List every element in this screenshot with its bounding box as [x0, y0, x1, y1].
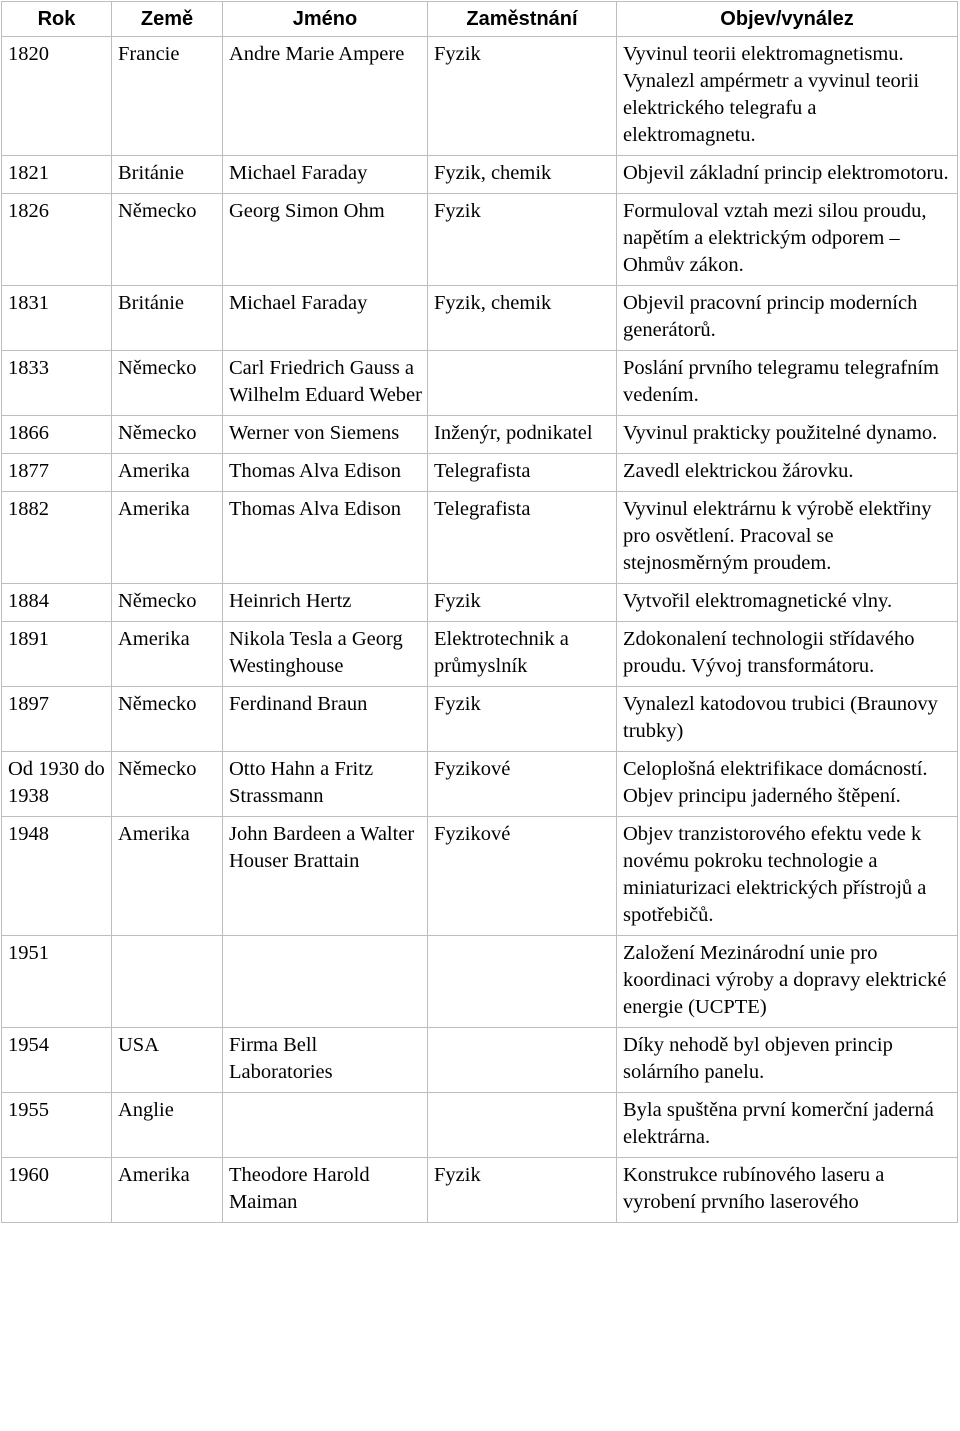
table-row	[2, 351, 958, 416]
cell-year: 1831	[2, 286, 112, 351]
cell-country: Anglie	[112, 1093, 223, 1158]
cell-year: 1826	[2, 194, 112, 286]
cell-country: Německo	[112, 687, 223, 752]
table-row	[2, 194, 958, 286]
cell-name: Nikola Tesla a Georg Westinghouse	[223, 622, 428, 687]
cell-name: Firma Bell Laboratories	[223, 1028, 428, 1093]
cell-year: 1960	[2, 1158, 112, 1223]
cell-discovery: Vyvinul prakticky použitelné dynamo.	[617, 416, 958, 454]
cell-year: 1891	[2, 622, 112, 687]
cell-year: 1866	[2, 416, 112, 454]
table-row	[2, 1158, 958, 1223]
cell-occupation: Telegrafista	[428, 454, 617, 492]
cell-year: 1821	[2, 156, 112, 194]
cell-discovery: Formuloval vztah mezi silou proudu, napětím a elektrickým odporem – Ohmův zákon.	[617, 194, 958, 286]
cell-year: 1951	[2, 936, 112, 1028]
cell-occupation: Fyzik	[428, 1158, 617, 1223]
cell-year: 1882	[2, 492, 112, 584]
table-row	[2, 1028, 958, 1093]
table-row	[2, 817, 958, 936]
cell-occupation: Fyzik	[428, 194, 617, 286]
cell-occupation	[428, 1028, 617, 1093]
cell-year: 1948	[2, 817, 112, 936]
cell-country: Německo	[112, 194, 223, 286]
cell-year: 1955	[2, 1093, 112, 1158]
cell-country: Německo	[112, 752, 223, 817]
cell-country: Británie	[112, 156, 223, 194]
table-row	[2, 1093, 958, 1158]
cell-country: Německo	[112, 584, 223, 622]
header-discovery: Objev/vynález	[617, 2, 958, 37]
cell-occupation: Fyzikové	[428, 817, 617, 936]
cell-name: Thomas Alva Edison	[223, 492, 428, 584]
cell-name: Michael Faraday	[223, 286, 428, 351]
table-row	[2, 936, 958, 1028]
table-row	[2, 416, 958, 454]
table-row	[2, 156, 958, 194]
cell-occupation: Fyzikové	[428, 752, 617, 817]
cell-discovery: Poslání prvního telegramu telegrafním vedením.	[617, 351, 958, 416]
cell-name: Heinrich Hertz	[223, 584, 428, 622]
table-row	[2, 37, 958, 156]
table-row	[2, 687, 958, 752]
table-row	[2, 752, 958, 817]
cell-occupation: Fyzik	[428, 687, 617, 752]
cell-name: Georg Simon Ohm	[223, 194, 428, 286]
cell-occupation	[428, 1093, 617, 1158]
cell-discovery: Objevil pracovní princip moderních generátorů.	[617, 286, 958, 351]
cell-discovery: Objevil základní princip elektromotoru.	[617, 156, 958, 194]
cell-discovery: Vytvořil elektromagnetické vlny.	[617, 584, 958, 622]
cell-discovery: Celoplošná elektrifikace domácností. Objev principu jaderného štěpení.	[617, 752, 958, 817]
cell-year: 1833	[2, 351, 112, 416]
table-row	[2, 492, 958, 584]
table-row	[2, 286, 958, 351]
cell-name: Werner von Siemens	[223, 416, 428, 454]
table-header	[2, 2, 958, 37]
header-name: Jméno	[223, 2, 428, 37]
cell-name: Ferdinand Braun	[223, 687, 428, 752]
table-body	[2, 37, 958, 1223]
cell-name: Otto Hahn a Fritz Strassmann	[223, 752, 428, 817]
cell-name	[223, 1093, 428, 1158]
cell-occupation	[428, 351, 617, 416]
cell-country: Británie	[112, 286, 223, 351]
cell-occupation	[428, 936, 617, 1028]
cell-year: 1820	[2, 37, 112, 156]
cell-discovery: Zavedl elektrickou žárovku.	[617, 454, 958, 492]
cell-country: Amerika	[112, 817, 223, 936]
cell-country: Německo	[112, 351, 223, 416]
cell-occupation: Fyzik, chemik	[428, 156, 617, 194]
cell-discovery: Díky nehodě byl objeven princip solárního panelu.	[617, 1028, 958, 1093]
cell-year: Od 1930 do 1938	[2, 752, 112, 817]
cell-year: 1884	[2, 584, 112, 622]
cell-occupation: Fyzik	[428, 584, 617, 622]
cell-occupation: Telegrafista	[428, 492, 617, 584]
cell-discovery: Vynalezl katodovou trubici (Braunovy trubky)	[617, 687, 958, 752]
cell-country: Francie	[112, 37, 223, 156]
cell-occupation: Fyzik, chemik	[428, 286, 617, 351]
cell-discovery: Vyvinul teorii elektromagnetismu. Vynalezl ampérmetr a vyvinul teorii elektrického telegrafu a elektromagnetu.	[617, 37, 958, 156]
cell-discovery: Založení Mezinárodní unie pro koordinaci výroby a dopravy elektrické energie (UCPTE)	[617, 936, 958, 1028]
cell-name: Michael Faraday	[223, 156, 428, 194]
cell-name: Carl Friedrich Gauss a Wilhelm Eduard Weber	[223, 351, 428, 416]
table-row	[2, 622, 958, 687]
cell-discovery: Objev tranzistorového efektu vede k novému pokroku technologie a miniaturizaci elektrických přístrojů a spotřebičů.	[617, 817, 958, 936]
cell-name: Thomas Alva Edison	[223, 454, 428, 492]
inventions-timeline-table	[1, 1, 958, 1223]
cell-occupation: Elektrotechnik a průmyslník	[428, 622, 617, 687]
cell-occupation: Fyzik	[428, 37, 617, 156]
cell-name: John Bardeen a Walter Houser Brattain	[223, 817, 428, 936]
cell-year: 1954	[2, 1028, 112, 1093]
cell-country: Amerika	[112, 454, 223, 492]
cell-year: 1877	[2, 454, 112, 492]
cell-name	[223, 936, 428, 1028]
cell-country: Amerika	[112, 492, 223, 584]
cell-country: Amerika	[112, 1158, 223, 1223]
header-year: Rok	[2, 2, 112, 37]
cell-discovery: Konstrukce rubínového laseru a vyrobení prvního laserového	[617, 1158, 958, 1223]
header-country: Země	[112, 2, 223, 37]
cell-discovery: Vyvinul elektrárnu k výrobě elektřiny pro osvětlení. Pracoval se stejnosměrným proudem.	[617, 492, 958, 584]
cell-discovery: Byla spuštěna první komerční jaderná elektrárna.	[617, 1093, 958, 1158]
cell-year: 1897	[2, 687, 112, 752]
table-row	[2, 584, 958, 622]
cell-country: Německo	[112, 416, 223, 454]
cell-country: Amerika	[112, 622, 223, 687]
header-row	[2, 2, 958, 37]
cell-occupation: Inženýr, podnikatel	[428, 416, 617, 454]
cell-name: Theodore Harold Maiman	[223, 1158, 428, 1223]
cell-discovery: Zdokonalení technologii střídavého proudu. Vývoj transformátoru.	[617, 622, 958, 687]
table-row	[2, 454, 958, 492]
cell-country	[112, 936, 223, 1028]
cell-name: Andre Marie Ampere	[223, 37, 428, 156]
cell-country: USA	[112, 1028, 223, 1093]
header-occupation: Zaměstnání	[428, 2, 617, 37]
